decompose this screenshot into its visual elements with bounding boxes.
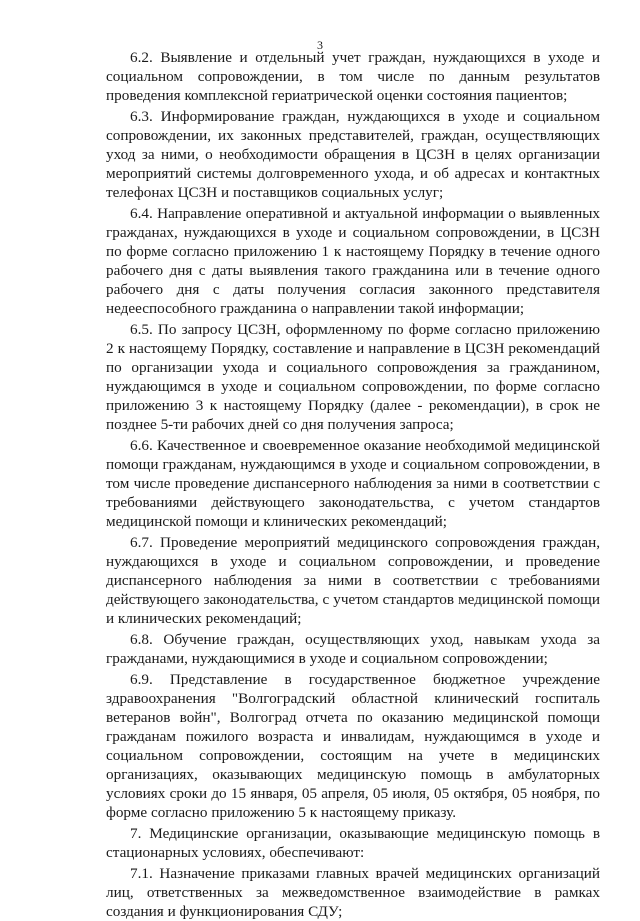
paragraph-7: 7. Медицинские организации, оказывающие медицинскую помощь в стационарных условиях, обеспечивают: xyxy=(106,825,600,861)
paragraph-6-4: 6.4. Направление оперативной и актуальной информации о выявленных гражданах, нуждающихся в уходе и социальном сопровождении, в ЦСЗН по форме согласно приложению 1 к настоящему Порядку в течение одного рабочего дня с даты выявления такого гражданина или в течение одного рабочего дня с даты получения согласия законного представителя недееспособного гражданина о направлении такой информации; xyxy=(106,205,600,317)
paragraph-6-2: 6.2. Выявление и отдельный учет граждан, нуждающихся в уходе и социальном сопровождении, в том числе по данным результатов проведения комплексной гериатрической оценки состояния пациентов; xyxy=(106,49,600,104)
document-body xyxy=(106,48,600,921)
page-number: 3 xyxy=(317,38,323,52)
paragraph-6-3: 6.3. Информирование граждан, нуждающихся в уходе и социальном сопровождении, их законных представителей, граждан, осуществляющих уход за ними, о необходимости обращения в ЦСЗН в целях организации мероприятий системы долговременного ухода, и об адресах и контактных телефонах ЦСЗН и поставщиков социальных услуг; xyxy=(106,108,600,201)
paragraph-6-9: 6.9. Представление в государственное бюджетное учреждение здравоохранения "Волгоградский областной клинический госпиталь ветеранов войн", Волгоград отчета по оказанию медицинской помощи гражданам пожилого возраста и инвалидам, нуждающимся в уходе и социальном сопровождении, состоящим на учете в медицинских организациях, оказывающих медицинскую помощь в амбулаторных условиях сроки до 15 января, 05 апреля, 05 июля, 05 октября, 05 ноября, по форме согласно приложению 5 к настоящему приказу. xyxy=(106,671,600,821)
paragraph-6-5: 6.5. По запросу ЦСЗН, оформленному по форме согласно приложению 2 к настоящему Порядку, составление и направление в ЦСЗН рекомендаций по организации ухода и социального сопровождения за гражданином, нуждающимся в уходе и социальном сопровождении, по форме согласно приложению 3 к настоящему Порядку (далее - рекомендации), в срок не позднее 5-ти рабочих дней со дня получения запроса; xyxy=(106,321,600,433)
paragraph-6-6: 6.6. Качественное и своевременное оказание необходимой медицинской помощи гражданам, нуждающимся в уходе и социальном сопровождении, в том числе проведение диспансерного наблюдения за ними в соответствии с требованиями действующего законодательства, с учетом стандартов медицинской помощи и клинических рекомендаций; xyxy=(106,437,600,530)
paragraph-6-8: 6.8. Обучение граждан, осуществляющих уход, навыкам ухода за гражданами, нуждающимися в уходе и социальном сопровождении; xyxy=(106,631,600,667)
paragraph-6-7: 6.7. Проведение мероприятий медицинского сопровождения граждан, нуждающихся в уходе и социальном сопровождении, и проведение диспансерного наблюдения за ними в соответствии с требованиями действующего законодательства, с учетом стандартов медицинской помощи и клинических рекомендаций; xyxy=(106,534,600,627)
paragraph-7-1: 7.1. Назначение приказами главных врачей медицинских организаций лиц, ответственных за межведомственное взаимодействие в рамках создания и функционирования СДУ; xyxy=(106,865,600,920)
